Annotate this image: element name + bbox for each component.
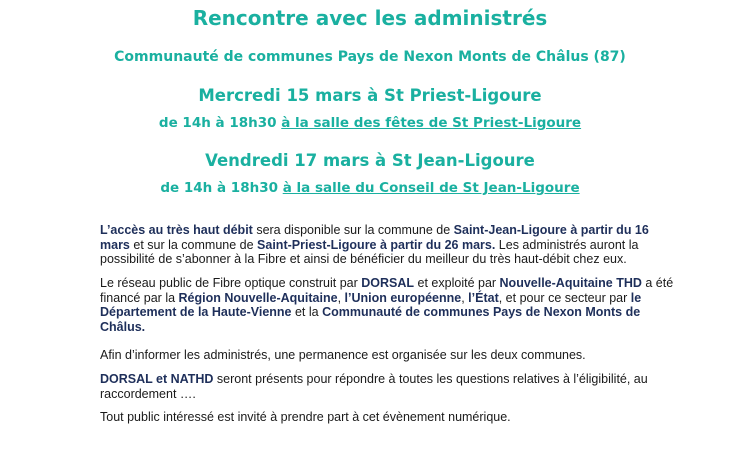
page-subtitle: Communauté de communes Pays de Nexon Monts de Châlus (87) <box>114 49 626 65</box>
event-1-day: Mercredi 15 mars à St Priest-Ligoure <box>198 86 542 105</box>
page-title: Rencontre avec les administrés <box>192 6 548 30</box>
paragraph-invitation <box>100 410 675 425</box>
p2-text-4: , <box>337 290 345 305</box>
event-2-hours: de 14h à 18h30 <box>160 180 278 196</box>
p2-bold-7: Communauté de communes Pays de Nexon Monts de Châlus. <box>100 305 641 334</box>
p3-text: Afin d’informer les administrés, une permanence est organisée sur les deux communes. <box>100 348 586 362</box>
p2-bold-6: le Département de la Haute-Vienne <box>100 290 642 320</box>
p4-text-1: seront présents pour répondre à toutes les questions relatives à l’éligibilité, au raccordement …. <box>100 372 648 401</box>
paragraph-network <box>100 276 675 334</box>
p2-bold-4: l’Union européenne <box>344 290 462 305</box>
p2-text-7: et la <box>291 305 323 320</box>
paragraph-access <box>100 223 675 267</box>
p1-bold-1: L’accès au très haut débit <box>100 223 253 237</box>
p2-bold-5: l’État <box>468 290 499 305</box>
event-2-place: à la salle du Conseil de St Jean-Ligoure <box>282 180 580 196</box>
p2-text-6: , et pour ce secteur par <box>498 290 631 305</box>
paragraph-presence <box>100 372 675 401</box>
event-1-place: à la salle des fêtes de St Priest-Ligoure <box>281 115 582 131</box>
p1-text-1: sera disponible sur la commune de <box>252 223 454 237</box>
p1-text-3: Les administrés auront la possibilité de s’abonner à la Fibre et ainsi de bénéficier du meilleur du très haut-débit chez eux. <box>100 237 639 267</box>
p2-text-2: et exploité par <box>414 276 500 290</box>
p2-text-5: , <box>461 290 469 305</box>
p1-text-2: et sur la commune de <box>129 237 258 252</box>
paragraph-permanence <box>100 348 675 363</box>
event-2-day: Vendredi 17 mars à St Jean-Ligoure <box>205 151 535 170</box>
p2-bold-3: Région Nouvelle-Aquitaine <box>178 290 338 305</box>
p2-text-3: a été financé par la <box>100 276 674 305</box>
p4-bold-1: DORSAL et NATHD <box>100 372 214 386</box>
event-1-time <box>0 115 740 131</box>
p2-bold-1: DORSAL <box>361 276 415 290</box>
p1-bold-2: Saint-Jean-Ligoure à partir du 16 mars <box>100 223 649 252</box>
p5-text: Tout public intéressé est invité à prendre part à cet évènement numérique. <box>100 410 511 424</box>
p1-bold-3: Saint-Priest-Ligoure à partir du 26 mars. <box>257 237 496 252</box>
p2-bold-2: Nouvelle-Aquitaine THD <box>499 276 642 290</box>
event-2-time <box>0 180 740 196</box>
p2-text-1: Le réseau public de Fibre optique construit par <box>100 276 362 290</box>
event-1-hours: de 14h à 18h30 <box>158 115 277 131</box>
